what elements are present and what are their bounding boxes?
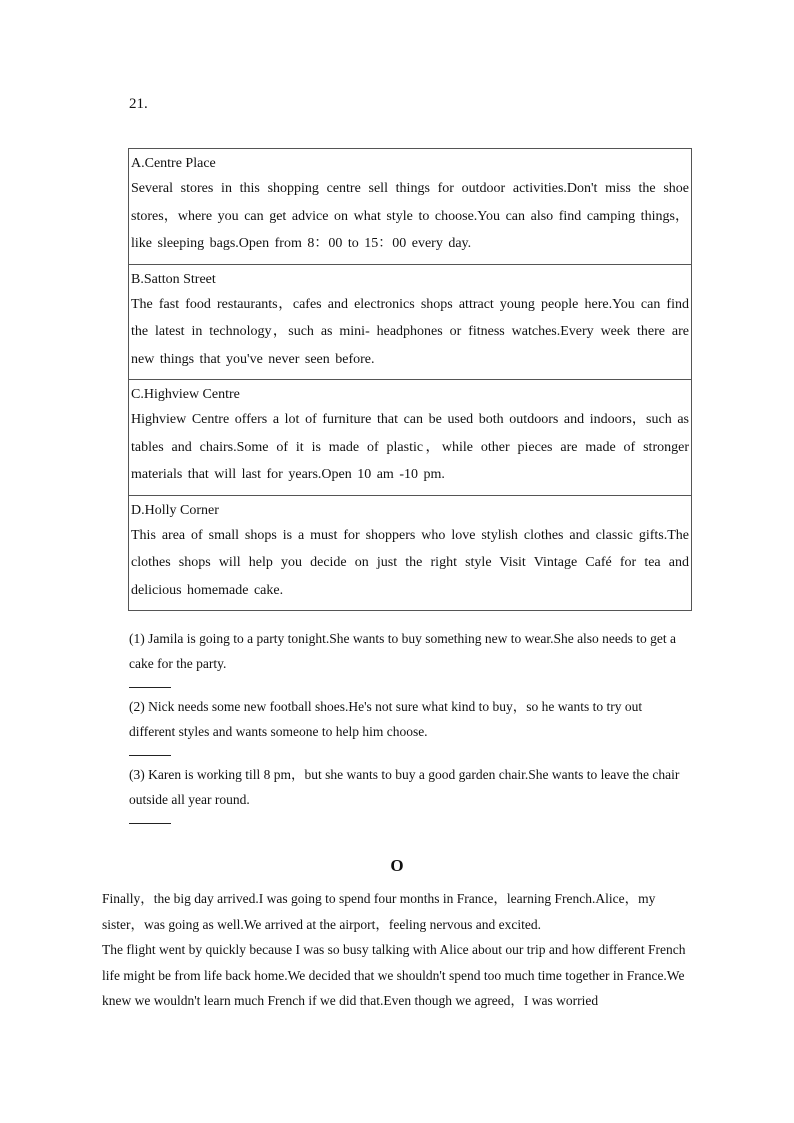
ad-title: C.Highview Centre <box>131 387 240 402</box>
ad-cell <box>129 380 692 496</box>
ad-title: B.Satton Street <box>131 271 216 287</box>
ad-body: Several stores in this shopping centre sell things for outdoor activities.Don't miss the shoe stores，where you can get advice on what style to choose.You can also find camping things，like sleeping bags.Open from 8：00 to 15：00 every day. <box>131 181 689 251</box>
question-text: (3) Karen is working till 8 pm，but she wants to buy a good garden chair.She wants to leave the chair outside all year round. <box>129 767 680 807</box>
ad-row <box>129 264 692 380</box>
ad-row <box>129 149 692 265</box>
passage-paragraph: The flight went by quickly because I was so busy talking with Alice about our trip and how different French life might be from life back home.We decided that we shouldn't spend too much time together in France.We knew we wouldn't learn much French if we did that.Even though we agreed，I was worried <box>102 942 686 1008</box>
ad-row <box>129 495 692 611</box>
ad-body: The fast food restaurants，cafes and electronics shops attract young people here.You can find the latest in technology，such as mini- headphones or fitness watches.Every week there are new things that you've never seen before. <box>131 296 689 367</box>
passage-paragraph: Finally，the big day arrived.I was going to spend four months in France，learning French.Alice，my sister，was going as well.We arrived at the airport，feeling nervous and excited. <box>102 891 656 932</box>
ad-cell <box>129 149 692 265</box>
ad-title: A.Centre Place <box>131 156 216 171</box>
question-text: (1) Jamila is going to a party tonight.She wants to buy something new to wear.She also needs to get a cake for the party. <box>129 631 677 671</box>
passage-heading: O <box>390 856 404 875</box>
ad-body: This area of small shops is a must for shoppers who love stylish clothes and classic gifts.The clothes shops will help you decide on just the right style Visit Vintage Café for tea and delicious homemade cake. <box>131 527 689 598</box>
ad-cell <box>129 495 692 611</box>
ad-cell <box>129 264 692 380</box>
ads-table <box>128 148 692 611</box>
answer-blank[interactable] <box>129 679 171 688</box>
answer-blank[interactable] <box>129 747 171 756</box>
question-number: 21. <box>129 96 148 112</box>
ad-title: D.Holly Corner <box>131 502 219 518</box>
question-list <box>129 626 691 830</box>
ad-row <box>129 380 692 496</box>
ad-body: Highview Centre offers a lot of furniture that can be used both outdoors and indoors，such as tables and chairs.Some of it is made of plastic，while other pieces are made of stronger materials that will last for years.Open 10 am -10 pm. <box>131 412 689 482</box>
question-text: (2) Nick needs some new football shoes.He's not sure what kind to buy，so he wants to try out different styles and wants someone to help him choose. <box>129 699 643 739</box>
answer-blank[interactable] <box>129 815 171 824</box>
passage <box>102 886 692 1014</box>
